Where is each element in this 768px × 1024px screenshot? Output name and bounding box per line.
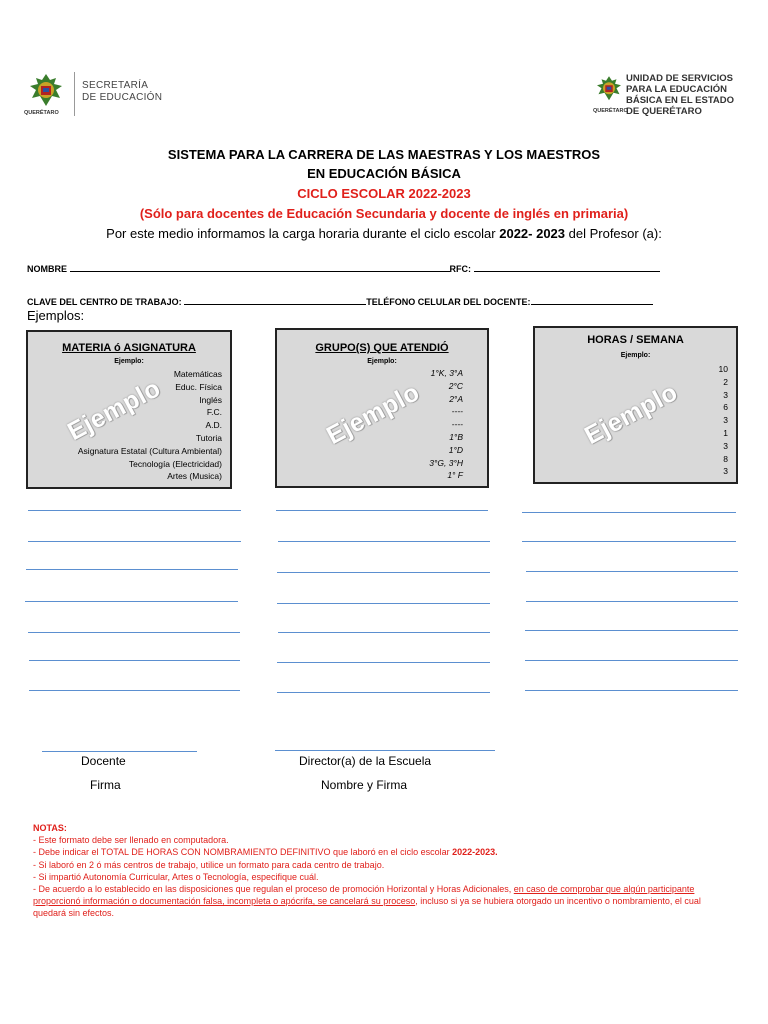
list-item: 3	[723, 466, 728, 477]
queretaro-seal-left-icon	[26, 72, 66, 110]
horas-entry-line[interactable]	[525, 630, 738, 631]
list-item: Asignatura Estatal (Cultura Ambiental)	[77, 445, 222, 456]
horas-entry-line[interactable]	[526, 571, 738, 572]
list-item: 3°G, 3°H	[429, 457, 463, 468]
ejemplo-watermark: Ejemplo	[322, 378, 425, 451]
logo-line: PARA LA EDUCACIÓN	[626, 84, 727, 95]
document-title: SISTEMA PARA LA CARRERA DE LAS MAESTRAS Y LOS MAESTROS	[167, 147, 601, 162]
list-item: F.C.	[206, 407, 222, 418]
list-item: ----	[451, 406, 463, 417]
clave-field[interactable]	[184, 295, 366, 305]
materia-title: MATERIA ó ASIGNATURA	[62, 342, 196, 354]
director-signature-line[interactable]	[275, 750, 495, 751]
horas-title: HORAS / SEMANA	[587, 334, 684, 346]
left-logo-caption: QUERÉTARO	[24, 110, 59, 116]
note-text: - De acuerdo a lo establecido en las disposiciones que regulan el proceso de promoción Horizontal y Horas Adicionales,	[33, 884, 514, 895]
grupos-list	[429, 367, 463, 482]
logo-line: DE EDUCACIÓN	[82, 92, 163, 103]
rfc-label: RFC:	[449, 264, 472, 274]
list-item: 2°C	[448, 380, 463, 391]
list-item: A.D.	[205, 420, 222, 431]
horas-entry-line[interactable]	[522, 512, 736, 513]
ejemplo-watermark: Ejemplo	[580, 378, 683, 451]
list-item: 1°K, 3°A	[430, 368, 463, 378]
note-item	[33, 846, 733, 858]
grupos-title: GRUPO(S) QUE ATENDIÓ	[315, 342, 449, 354]
grupos-entry-line[interactable]	[277, 603, 490, 604]
ejemplo-watermark: Ejemplo	[63, 374, 166, 447]
note-text: , incluso si ya se hubiera otorgado un incentivo o nombramiento, el cual quedará sin efectos.	[33, 896, 701, 919]
notes-section	[33, 822, 733, 920]
intro-text	[0, 226, 768, 241]
clave-row	[27, 295, 653, 307]
materia-entry-line[interactable]	[28, 541, 241, 542]
usebeq-logo-text	[626, 73, 734, 117]
horas-entry-line[interactable]	[525, 690, 738, 691]
logo-line: SECRETARÍA	[82, 80, 149, 91]
grupos-entry-line[interactable]	[278, 632, 490, 633]
materia-entry-line[interactable]	[25, 601, 238, 602]
list-item: 2	[723, 376, 728, 387]
logo-line: BÁSICA EN EL ESTADO	[626, 95, 735, 106]
telefono-label: TELÉFONO CELULAR DEL DOCENTE:	[366, 297, 531, 307]
grupos-sub: Ejemplo:	[367, 358, 397, 365]
rfc-field[interactable]	[474, 262, 660, 272]
docente-firma-label: Firma	[90, 778, 121, 792]
nombre-field[interactable]	[70, 262, 450, 272]
nombre-row	[27, 262, 660, 274]
horas-entry-line[interactable]	[526, 601, 738, 602]
grupos-entry-line[interactable]	[277, 662, 490, 663]
grupos-entry-line[interactable]	[278, 541, 490, 542]
note-item	[33, 883, 733, 920]
list-item: 1	[723, 427, 728, 438]
list-item: 8	[723, 453, 728, 464]
docente-signature-line[interactable]	[42, 751, 197, 752]
scope-note: (Sólo para docentes de Educación Secundaria y docente de inglés en primaria)	[139, 206, 629, 221]
note-item: - Si laboró en 2 ó más centros de trabajo, utilice un formato para cada centro de trabajo.	[33, 859, 385, 870]
list-item: 10	[718, 364, 728, 374]
document-subtitle: EN EDUCACIÓN BÁSICA	[307, 166, 461, 181]
list-item: Artes (Musica)	[167, 471, 222, 482]
list-item: 1° F	[447, 470, 463, 481]
docente-label: Docente	[81, 754, 126, 768]
intro-year: 2022- 2023	[499, 226, 566, 241]
note-text: - Debe indicar el TOTAL DE HORAS CON NOMBRAMIENTO DEFINITIVO que laboró en el ciclo escolar	[33, 847, 453, 858]
note-bold: 2022-2023.	[452, 847, 498, 858]
ejemplos-label: Ejemplos:	[27, 308, 85, 323]
intro-before: Por este medio informamos la carga horaria durante el ciclo escolar	[106, 226, 500, 241]
horas-sub: Ejemplo:	[620, 352, 651, 359]
logo-separator	[74, 72, 75, 116]
secretaria-logo-text	[82, 80, 162, 104]
list-item: 3	[723, 389, 728, 400]
horas-entry-line[interactable]	[522, 541, 736, 542]
grupos-example-box	[275, 328, 489, 488]
intro-after: del Profesor (a):	[565, 226, 662, 241]
materia-entry-line[interactable]	[26, 569, 238, 570]
director-label: Director(a) de la Escuela	[299, 754, 432, 768]
list-item: Tecnología (Electricidad)	[128, 458, 222, 469]
queretaro-seal-right-icon	[594, 72, 624, 106]
materia-entry-line[interactable]	[29, 660, 240, 661]
director-firma-label: Nombre y Firma	[321, 778, 408, 792]
materia-entry-line[interactable]	[28, 510, 241, 511]
grupos-entry-line[interactable]	[277, 572, 490, 573]
horas-example-box	[533, 326, 738, 484]
materia-entry-line[interactable]	[29, 690, 240, 691]
list-item: 3	[723, 440, 728, 451]
nombre-label: NOMBRE	[27, 264, 67, 274]
materia-example-box	[26, 330, 232, 489]
list-item: ----	[451, 419, 463, 430]
list-item: 6	[723, 402, 728, 413]
notes-heading: NOTAS:	[33, 823, 67, 833]
telefono-field[interactable]	[531, 295, 653, 305]
list-item: Educ. Física	[175, 381, 222, 392]
list-item: Matemáticas	[173, 369, 222, 379]
ciclo-escolar: CICLO ESCOLAR 2022-2023	[297, 186, 471, 201]
right-logo-caption: QUERÉTARO	[593, 108, 628, 114]
note-item: - Este formato debe ser llenado en computadora.	[33, 835, 229, 846]
logo-line: DE QUERÉTARO	[626, 106, 702, 117]
materia-sub: Ejemplo:	[114, 358, 144, 365]
logo-line: UNIDAD DE SERVICIOS	[626, 73, 733, 84]
grupos-entry-line[interactable]	[276, 510, 488, 511]
list-item: 2°A	[449, 393, 463, 404]
list-item: Tutoria	[195, 432, 222, 443]
list-item: 3	[723, 415, 728, 426]
grupos-entry-line[interactable]	[277, 692, 490, 693]
note-item: - Si impartió Autonomía Curricular, Artes o Tecnología, especifique cuál.	[33, 871, 319, 882]
list-item: Inglés	[199, 394, 222, 405]
note-underline: en caso de comprobar que algún participante proporcionó información o documentación falsa, incompleta o apócrifa, se cancelará su proceso	[33, 884, 695, 907]
materia-entry-line[interactable]	[28, 632, 240, 633]
list-item: 1°D	[448, 444, 463, 455]
list-item: 1°B	[449, 431, 463, 442]
horas-entry-line[interactable]	[525, 660, 738, 661]
horas-list	[719, 363, 728, 478]
clave-label: CLAVE DEL CENTRO DE TRABAJO:	[27, 297, 182, 307]
